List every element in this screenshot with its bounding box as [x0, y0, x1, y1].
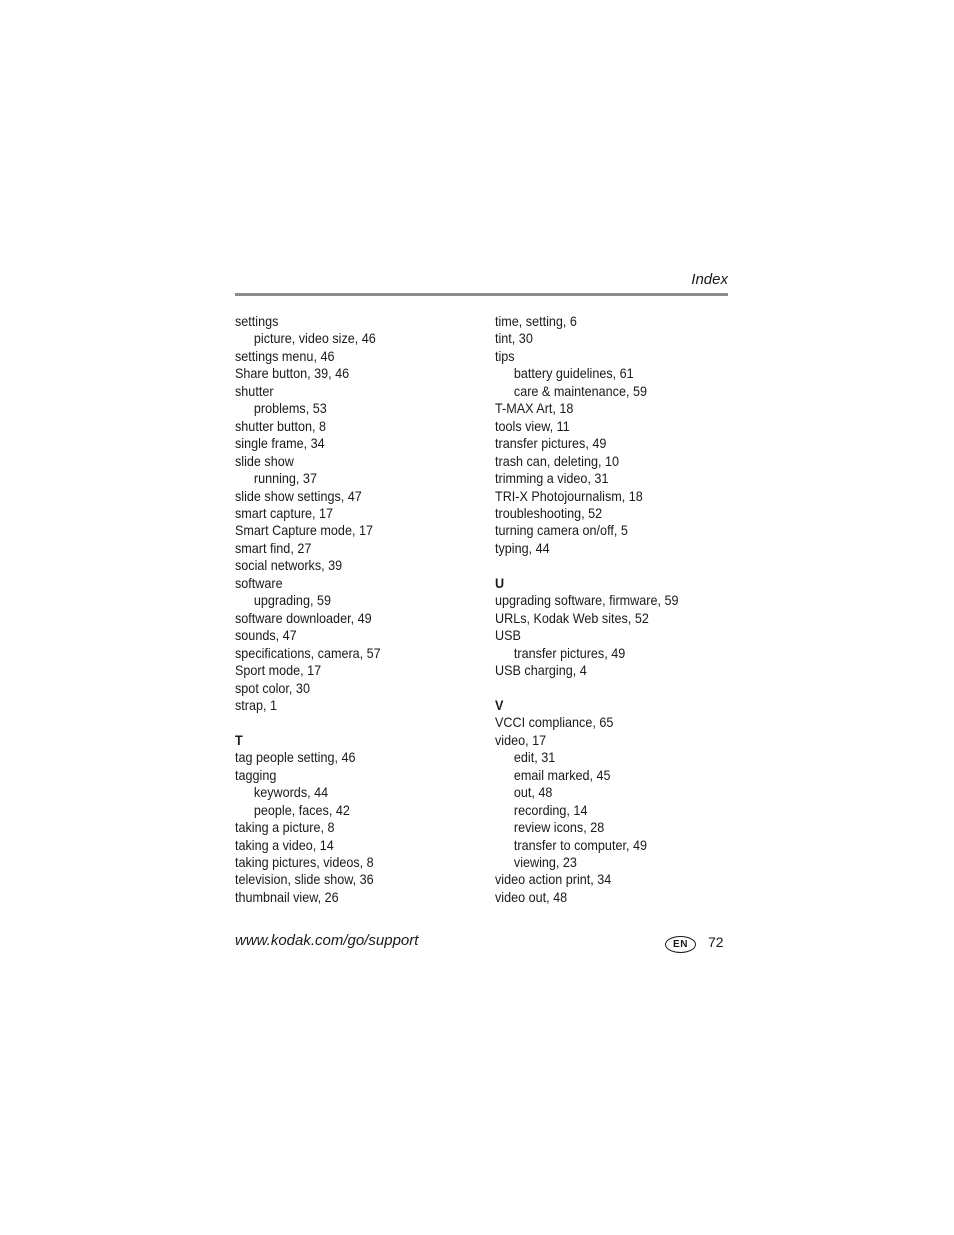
index-subentry: recording, 14 — [513, 801, 588, 818]
index-entry: typing, 44 — [495, 539, 550, 556]
index-entry: smart find, 27 — [235, 539, 312, 556]
index-subentry: care & maintenance, 59 — [513, 382, 647, 399]
index-entry: strap, 1 — [235, 696, 278, 713]
index-entry: thumbnail view, 26 — [235, 888, 339, 905]
header-rule — [235, 293, 728, 296]
index-subentry: transfer pictures, 49 — [513, 644, 626, 661]
index-entry: smart capture, 17 — [235, 504, 334, 521]
index-subentry: picture, video size, 46 — [253, 330, 376, 347]
index-entry: time, setting, 6 — [495, 313, 577, 329]
index-entry: trimming a video, 31 — [495, 470, 609, 487]
index-entry: troubleshooting, 52 — [495, 504, 603, 521]
index-entry: turning camera on/off, 5 — [495, 522, 628, 539]
index-entry: single frame, 34 — [235, 435, 325, 452]
index-section-letter: U — [495, 574, 505, 591]
index-entry: trash can, deleting, 10 — [495, 452, 619, 469]
index-entry: video action print, 34 — [495, 871, 612, 888]
index-entry: software downloader, 49 — [235, 609, 372, 626]
index-subentry: running, 37 — [253, 470, 317, 487]
index-entry: taking a video, 14 — [235, 836, 334, 853]
index-entry: software — [235, 574, 283, 591]
index-entry: Sport mode, 17 — [235, 662, 322, 679]
page-header-title: Index — [691, 271, 728, 288]
index-entry: Smart Capture mode, 17 — [235, 522, 373, 539]
index-entry: sounds, 47 — [235, 627, 297, 644]
index-entry: specifications, camera, 57 — [235, 644, 381, 661]
index-entry: tagging — [235, 766, 277, 783]
index-entry: upgrading software, firmware, 59 — [495, 592, 679, 609]
index-entry: tools view, 11 — [495, 417, 570, 434]
index-entry: spot color, 30 — [235, 679, 310, 696]
page-number: 72 — [708, 934, 724, 950]
index-entry: social networks, 39 — [235, 557, 343, 574]
index-entry: USB — [495, 627, 521, 644]
index-entry: shutter — [235, 382, 274, 399]
index-entry: settings — [235, 313, 279, 329]
index-entry: shutter button, 8 — [235, 417, 327, 434]
index-entry: TRI-X Photojournalism, 18 — [495, 487, 643, 504]
index-entry: URLs, Kodak Web sites, 52 — [495, 609, 649, 626]
index-subentry: upgrading, 59 — [253, 592, 331, 609]
index-entry: slide show — [235, 452, 294, 469]
index-entry: transfer pictures, 49 — [495, 435, 607, 452]
index-entry: video out, 48 — [495, 888, 568, 905]
index-entry: television, slide show, 36 — [235, 871, 374, 888]
section-gap — [495, 557, 678, 574]
section-gap — [495, 680, 678, 697]
section-gap — [235, 714, 381, 731]
index-subentry: transfer to computer, 49 — [513, 836, 647, 853]
index-entry: slide show settings, 47 — [235, 487, 362, 504]
language-badge: EN — [665, 936, 696, 953]
index-entry: settings menu, 46 — [235, 347, 335, 364]
index-section-letter: V — [495, 696, 504, 713]
footer-support-url: www.kodak.com/go/support — [235, 932, 419, 949]
index-subentry: battery guidelines, 61 — [513, 365, 634, 382]
index-subentry: problems, 53 — [253, 400, 327, 417]
index-entry: T-MAX Art, 18 — [495, 400, 574, 417]
index-section-letter: T — [235, 731, 243, 748]
index-subentry: out, 48 — [513, 784, 553, 801]
index-subentry: keywords, 44 — [253, 784, 329, 801]
index-subentry: viewing, 23 — [513, 854, 577, 871]
index-column-left — [235, 313, 381, 906]
index-entry: taking pictures, videos, 8 — [235, 854, 374, 871]
index-entry: video, 17 — [495, 731, 547, 748]
index-subentry: edit, 31 — [513, 749, 556, 766]
index-entry: tint, 30 — [495, 330, 533, 347]
index-subentry: review icons, 28 — [513, 819, 605, 836]
index-entry: tag people setting, 46 — [235, 749, 356, 766]
index-entry: taking a picture, 8 — [235, 819, 335, 836]
index-subentry: people, faces, 42 — [253, 801, 350, 818]
index-entry: tips — [495, 347, 515, 364]
index-subentry: email marked, 45 — [513, 766, 611, 783]
index-column-right — [495, 313, 678, 906]
index-entry: Share button, 39, 46 — [235, 365, 350, 382]
index-entry: USB charging, 4 — [495, 662, 587, 679]
index-entry: VCCI compliance, 65 — [495, 714, 614, 731]
